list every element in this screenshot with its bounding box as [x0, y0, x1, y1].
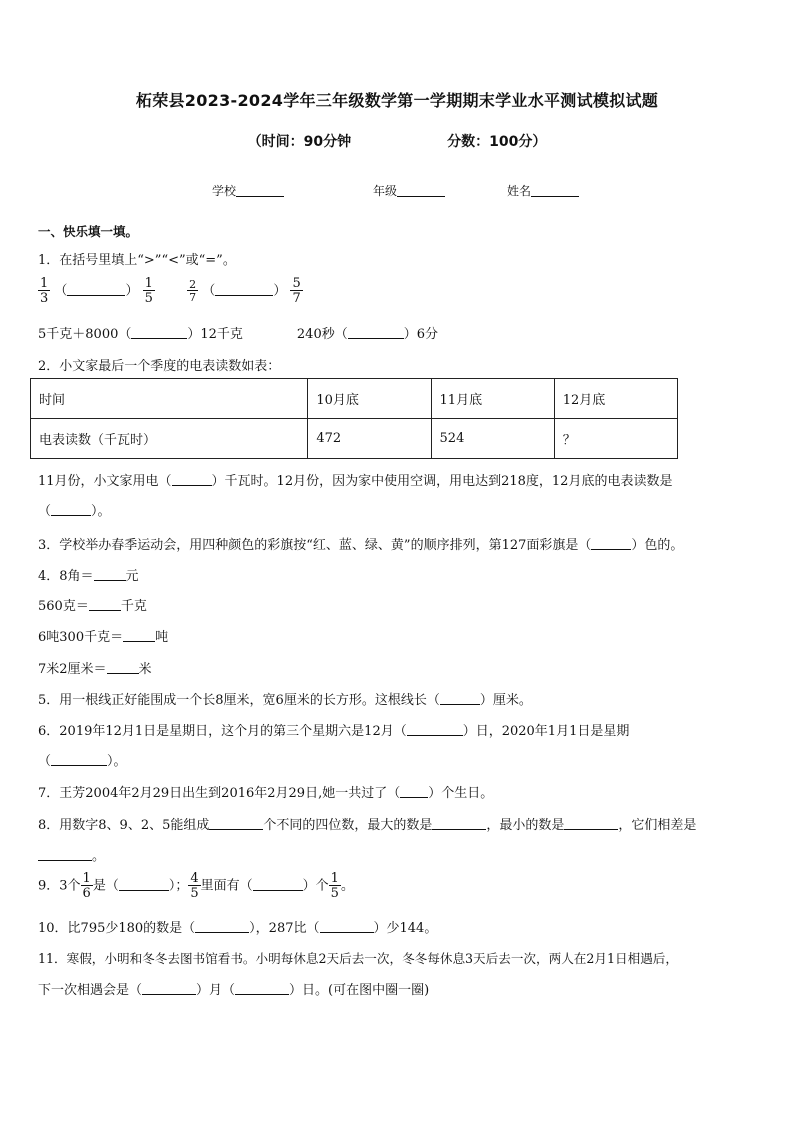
answer-blank[interactable] — [51, 753, 107, 766]
question-4-line3: 6吨300千克＝ 吨 — [38, 630, 169, 645]
answer-blank[interactable] — [432, 817, 486, 830]
exam-title: 柘荣县2023-2024学年三年级数学第一学期期末学业水平测试模拟试题 — [135, 91, 659, 110]
answer-blank[interactable] — [407, 723, 463, 736]
grade-blank[interactable] — [397, 184, 445, 197]
meter-table — [30, 378, 678, 459]
answer-blank[interactable] — [564, 817, 618, 830]
answer-blank[interactable] — [119, 878, 169, 891]
answer-blank[interactable] — [320, 920, 374, 933]
question-4-line2: 560克＝ 千克 — [38, 599, 147, 614]
question-7: 7．王芳2004年2月29日出生到2016年2月29日,她一共过了（ ）个生日。 — [38, 786, 494, 801]
fraction: $\frac{5}{7}$ — [292, 276, 301, 306]
answer-blank[interactable] — [107, 661, 139, 674]
section-heading: 一、快乐填一填。 — [38, 224, 139, 239]
exam-subtitle — [0, 131, 794, 151]
school-blank[interactable] — [236, 184, 284, 197]
total-score: 分数：100分） — [447, 134, 547, 150]
fraction: $\frac{1}{5}$ — [330, 871, 339, 901]
answer-blank[interactable] — [235, 982, 289, 995]
fraction: $\frac{2}{7}$ — [189, 278, 197, 304]
answer-blank[interactable] — [123, 629, 155, 642]
answer-blank[interactable] — [142, 982, 196, 995]
answer-blank[interactable] — [348, 326, 404, 339]
table-header-cell: 11月底 — [431, 379, 554, 419]
question-10: 10．比795少180的数是（ ），287比（ ）少144。 — [38, 921, 438, 936]
fraction: $\frac{1}{5}$ — [144, 276, 153, 306]
question-2-line1: 11月份，小文家用电（ ）千瓦时。12月份，因为家中使用空调，用电达到218度，12月底的电表读数是 — [38, 474, 673, 489]
name-field: 姓名 — [507, 182, 579, 199]
table-cell: 电表读数（千瓦时） — [31, 419, 308, 459]
table-header-cell: 时间 — [31, 379, 308, 419]
answer-blank[interactable] — [38, 848, 92, 861]
question-2-text: 2．小文家最后一个季度的电表读数如表： — [38, 359, 281, 374]
school-field: 学校 — [212, 182, 284, 199]
fraction: $\frac{1}{6}$ — [82, 871, 91, 901]
question-1-row2: 5千克＋8000（ ）12千克 240秒（ ）6分 — [38, 327, 439, 342]
question-9: 9．3个 $\frac{1}{6}$ 是（ ）； $\frac{4}{5}$ 里面有（ ）个 $\frac{1}{5}$ 。 — [38, 871, 354, 901]
question-11-line1: 11．寒假，小明和冬冬去图书馆看书。小明每休息2天后去一次，冬冬每休息3天后去一次，两人在2月1日相遇后， — [38, 951, 678, 966]
question-1-text: 1．在括号里填上“>”“<”或“=”。 — [38, 253, 236, 268]
answer-blank[interactable] — [94, 568, 126, 581]
answer-blank[interactable] — [67, 283, 125, 296]
question-11-line2: 下一次相遇会是（ ）月（ ）日。(可在图中圈一圈) — [38, 983, 430, 998]
name-blank[interactable] — [531, 184, 579, 197]
question-8-line1: 8．用数字8、9、2、5能组成 个不同的四位数，最大的数是 ，最小的数是 ，它们相差是 — [38, 818, 697, 833]
question-4-line1: 4．8角＝ 元 — [38, 569, 139, 584]
question-8-line2: 。 — [38, 845, 105, 864]
question-6-line1: 6．2019年12月1日是星期日，这个月的第三个星期六是12月（ ）日，2020年1月1日是星期 — [38, 724, 630, 739]
question-2-line2: （ ）。 — [38, 504, 111, 519]
answer-blank[interactable] — [131, 326, 187, 339]
answer-blank[interactable] — [195, 920, 249, 933]
answer-blank[interactable] — [215, 283, 273, 296]
table-header-cell: 10月底 — [308, 379, 431, 419]
table-cell: 472 — [308, 419, 431, 459]
table-cell: ？ — [554, 419, 677, 459]
time-limit: （时间：90分钟 — [247, 134, 352, 150]
answer-blank[interactable] — [51, 503, 91, 516]
table-row — [31, 419, 678, 459]
answer-blank[interactable] — [591, 537, 631, 550]
answer-blank[interactable] — [440, 692, 480, 705]
table-header-cell: 12月底 — [554, 379, 677, 419]
question-5: 5．用一根线正好能围成一个长8厘米，宽6厘米的长方形。这根线长（ ）厘米。 — [38, 693, 532, 708]
answer-blank[interactable] — [209, 817, 263, 830]
fraction: $\frac{4}{5}$ — [190, 871, 199, 901]
question-6-line2: （ ）。 — [38, 754, 127, 769]
question-1-fractions: $\frac{1}{3}$ （ ） $\frac{1}{5}$ $\frac{2}{7}$ （ ） $\frac{5}{7}$ — [40, 276, 301, 306]
answer-blank[interactable] — [172, 473, 212, 486]
table-row — [31, 379, 678, 419]
grade-field: 年级 — [373, 182, 445, 199]
table-cell: 524 — [431, 419, 554, 459]
answer-blank[interactable] — [253, 878, 303, 891]
question-3: 3．学校举办春季运动会，用四种颜色的彩旗按“红、蓝、绿、黄”的顺序排列，第127面彩旗是（ ）色的。 — [38, 538, 684, 553]
answer-blank[interactable] — [400, 785, 428, 798]
fraction: $\frac{1}{3}$ — [40, 276, 49, 306]
answer-blank[interactable] — [89, 598, 121, 611]
question-4-line4: 7米2厘米＝ 米 — [38, 662, 152, 677]
